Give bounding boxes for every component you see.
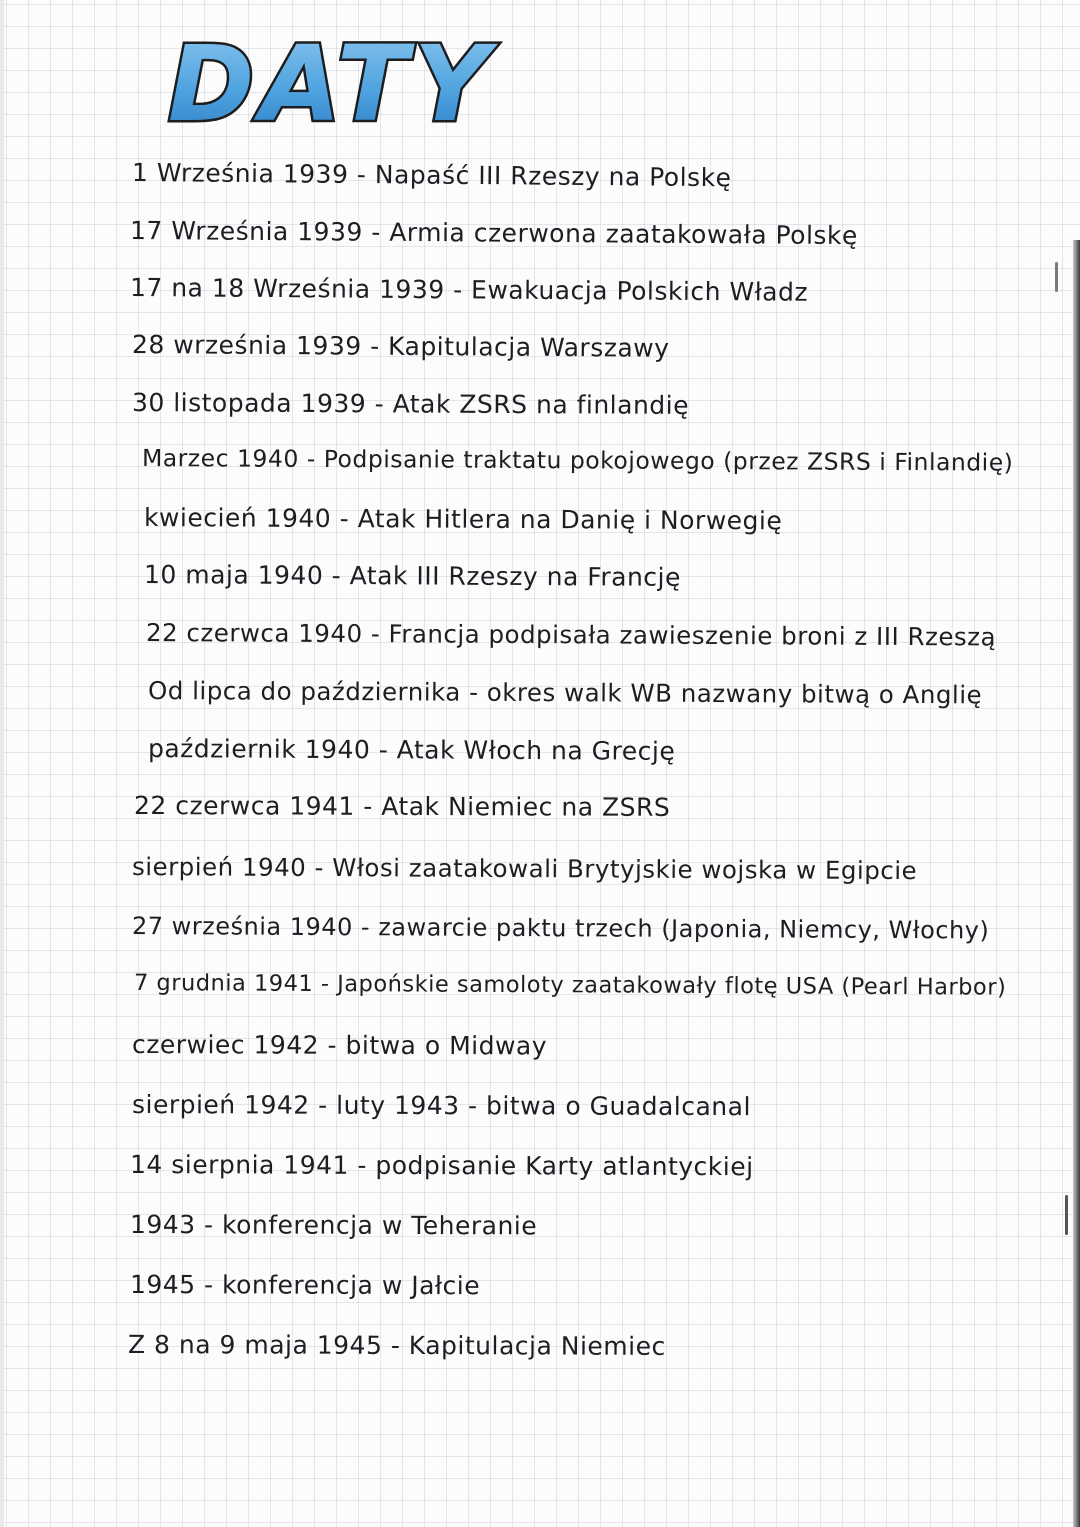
- list-item: 1 Września 1939 - Napaść III Rzeszy na Polskę: [131, 158, 732, 193]
- list-item: 17 na 18 Września 1939 - Ewakuacja Polskich Władz: [129, 273, 809, 307]
- list-item: 22 czerwca 1941 - Atak Niemiec na ZSRS: [133, 791, 671, 822]
- list-item: 22 czerwca 1940 - Francja podpisała zawieszenie broni z III Rzeszą: [145, 618, 997, 652]
- list-item: 14 sierpnia 1941 - podpisanie Karty atlantyckiej: [129, 1150, 754, 1182]
- list-item: Od lipca do października - okres walk WB nazwany bitwą o Anglię: [147, 676, 983, 710]
- list-item: 28 września 1939 - Kapitulacja Warszawy: [131, 330, 670, 363]
- list-item: sierpień 1940 - Włosi zaatakowali Brytyjskie wojska w Egipcie: [131, 852, 918, 886]
- list-item: 1945 - konferencja w Jałcie: [129, 1270, 481, 1301]
- list-item: czerwiec 1942 - bitwa o Midway: [131, 1030, 548, 1061]
- list-item: 30 listopada 1939 - Atak ZSRS na finlandię: [131, 388, 690, 420]
- list-item: sierpień 1942 - luty 1943 - bitwa o Guadalcanal: [131, 1090, 751, 1122]
- list-item: 10 maja 1940 - Atak III Rzeszy na Francję: [143, 560, 681, 592]
- list-item: 1943 - konferencja w Teheranie: [129, 1210, 538, 1241]
- list-item: Z 8 na 9 maja 1945 - Kapitulacja Niemiec: [127, 1330, 666, 1361]
- title-text: DATY: [168, 23, 496, 142]
- list-item: 17 Września 1939 - Armia czerwona zaatakowała Polskę: [129, 216, 858, 251]
- list-item: Marzec 1940 - Podpisanie traktatu pokojowego (przez ZSRS i Finlandię): [141, 444, 1014, 477]
- list-item: 7 grudnia 1941 - Japońskie samoloty zaatakowały flotę USA (Pearl Harbor): [133, 970, 1007, 1001]
- list-item: 27 września 1940 - zawarcie paktu trzech (Japonia, Niemcy, Włochy): [131, 912, 990, 945]
- list-item: kwiecień 1940 - Atak Hitlera na Danię i Norwegię: [143, 503, 783, 536]
- list-item: październik 1940 - Atak Włoch na Grecję: [147, 734, 676, 766]
